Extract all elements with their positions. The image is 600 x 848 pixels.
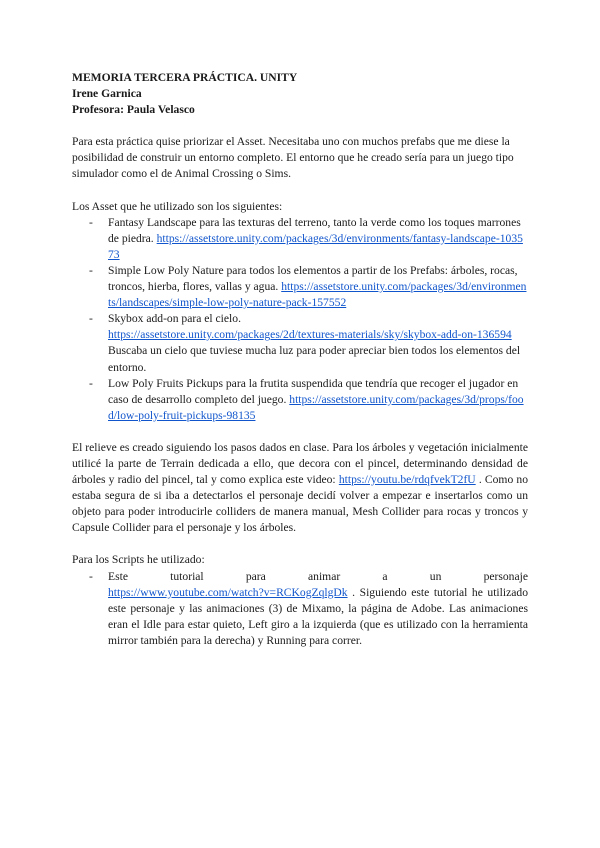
author-name: Irene Garnica [72, 87, 142, 101]
assets-heading: Los Asset que he utilizado son los siguientes: [72, 199, 283, 213]
list-item [72, 376, 528, 424]
relief-text-end: . Como no estaba segura de si iba a detectarlos el personaje decidí volver a empezar e insertarlos como un objeto para poder introducirle colliders de manera manual, Mesh Collider para rocas y troncos y Capsule Collider para el personaje y los árboles. [72, 473, 528, 535]
tutorial-link[interactable]: https://www.youtube.com/watch?v=RCKogZqlgDk [108, 585, 348, 599]
document-page [72, 70, 528, 649]
assets-list [72, 215, 528, 424]
intro-paragraph: Para esta práctica quise priorizar el Asset. Necesitaba uno con muchos prefabs que me diese la posibilidad de construir un entorno completo. El entorno que he creado sería para un juego tipo simulador como el de Animal Crossing o Sims. [72, 135, 514, 181]
list-item [72, 263, 528, 311]
asset-description: Simple Low Poly Nature para todos los elementos a partir de los Prefabs: árboles, rocas, troncos, hierba, flores, vallas y agua. [108, 263, 518, 294]
relief-text-start: El relieve es creado siguiendo los pasos dados en clase. Para los árboles y vegetación inicialmente utilicé la parte de Terrain dedicada a ello, que decora con el pincel, determinando densidad de árboles y radio del pincel, tal y como explica este video: [72, 440, 528, 487]
teacher-name: Profesora: Paula Velasco [72, 103, 195, 117]
list-item [72, 215, 528, 263]
script-description: - Este tutorial para animar a un personaje [108, 569, 528, 583]
asset-description: Skybox add-on para el cielo. [108, 312, 241, 326]
script-note: . Siguiendo este tutorial he utilizado este personaje y las animaciones (3) de Mixamo, la página de Adobe. Las animaciones eran el Idle para estar quieto, Left giro a la izquierda (que es utilizado con la herramienta mirror también para la derecha) y Running para correr. [108, 585, 528, 647]
document-title: MEMORIA TERCERA PRÁCTICA. UNITY [72, 71, 298, 84]
list-item [72, 311, 528, 375]
asset-link[interactable]: https://assetstore.unity.com/packages/3d/environments/landscapes/simple-low-poly-nature-pack-157552 [108, 280, 527, 310]
list-item [72, 569, 528, 649]
scripts-list [72, 569, 528, 649]
asset-description: Fantasy Landscape para las texturas del terreno, tanto la verde como los toques marrones de piedra. [108, 215, 521, 245]
asset-description: Low Poly Fruits Pickups para la frutita suspendida que tendría que recoger el jugador en caso de desarrollo completo del juego. [108, 376, 519, 406]
asset-link[interactable]: https://assetstore.unity.com/packages/3d/props/food/low-poly-fruit-pickups-98135 [108, 392, 524, 422]
scripts-heading: Para los Scripts he utilizado: [72, 553, 205, 567]
video-link[interactable]: https://youtu.be/rdqfvekT2fU [338, 473, 476, 487]
asset-link[interactable]: https://assetstore.unity.com/packages/2d/textures-materials/sky/skybox-add-on-136594 [108, 328, 512, 342]
asset-link[interactable]: https://assetstore.unity.com/packages/3d/environments/fantasy-landscape-103573 [108, 231, 523, 261]
relief-paragraph [72, 440, 528, 537]
asset-note: Buscaba un cielo que tuviese mucha luz para poder apreciar bien todos los elementos del entorno. [108, 344, 521, 374]
